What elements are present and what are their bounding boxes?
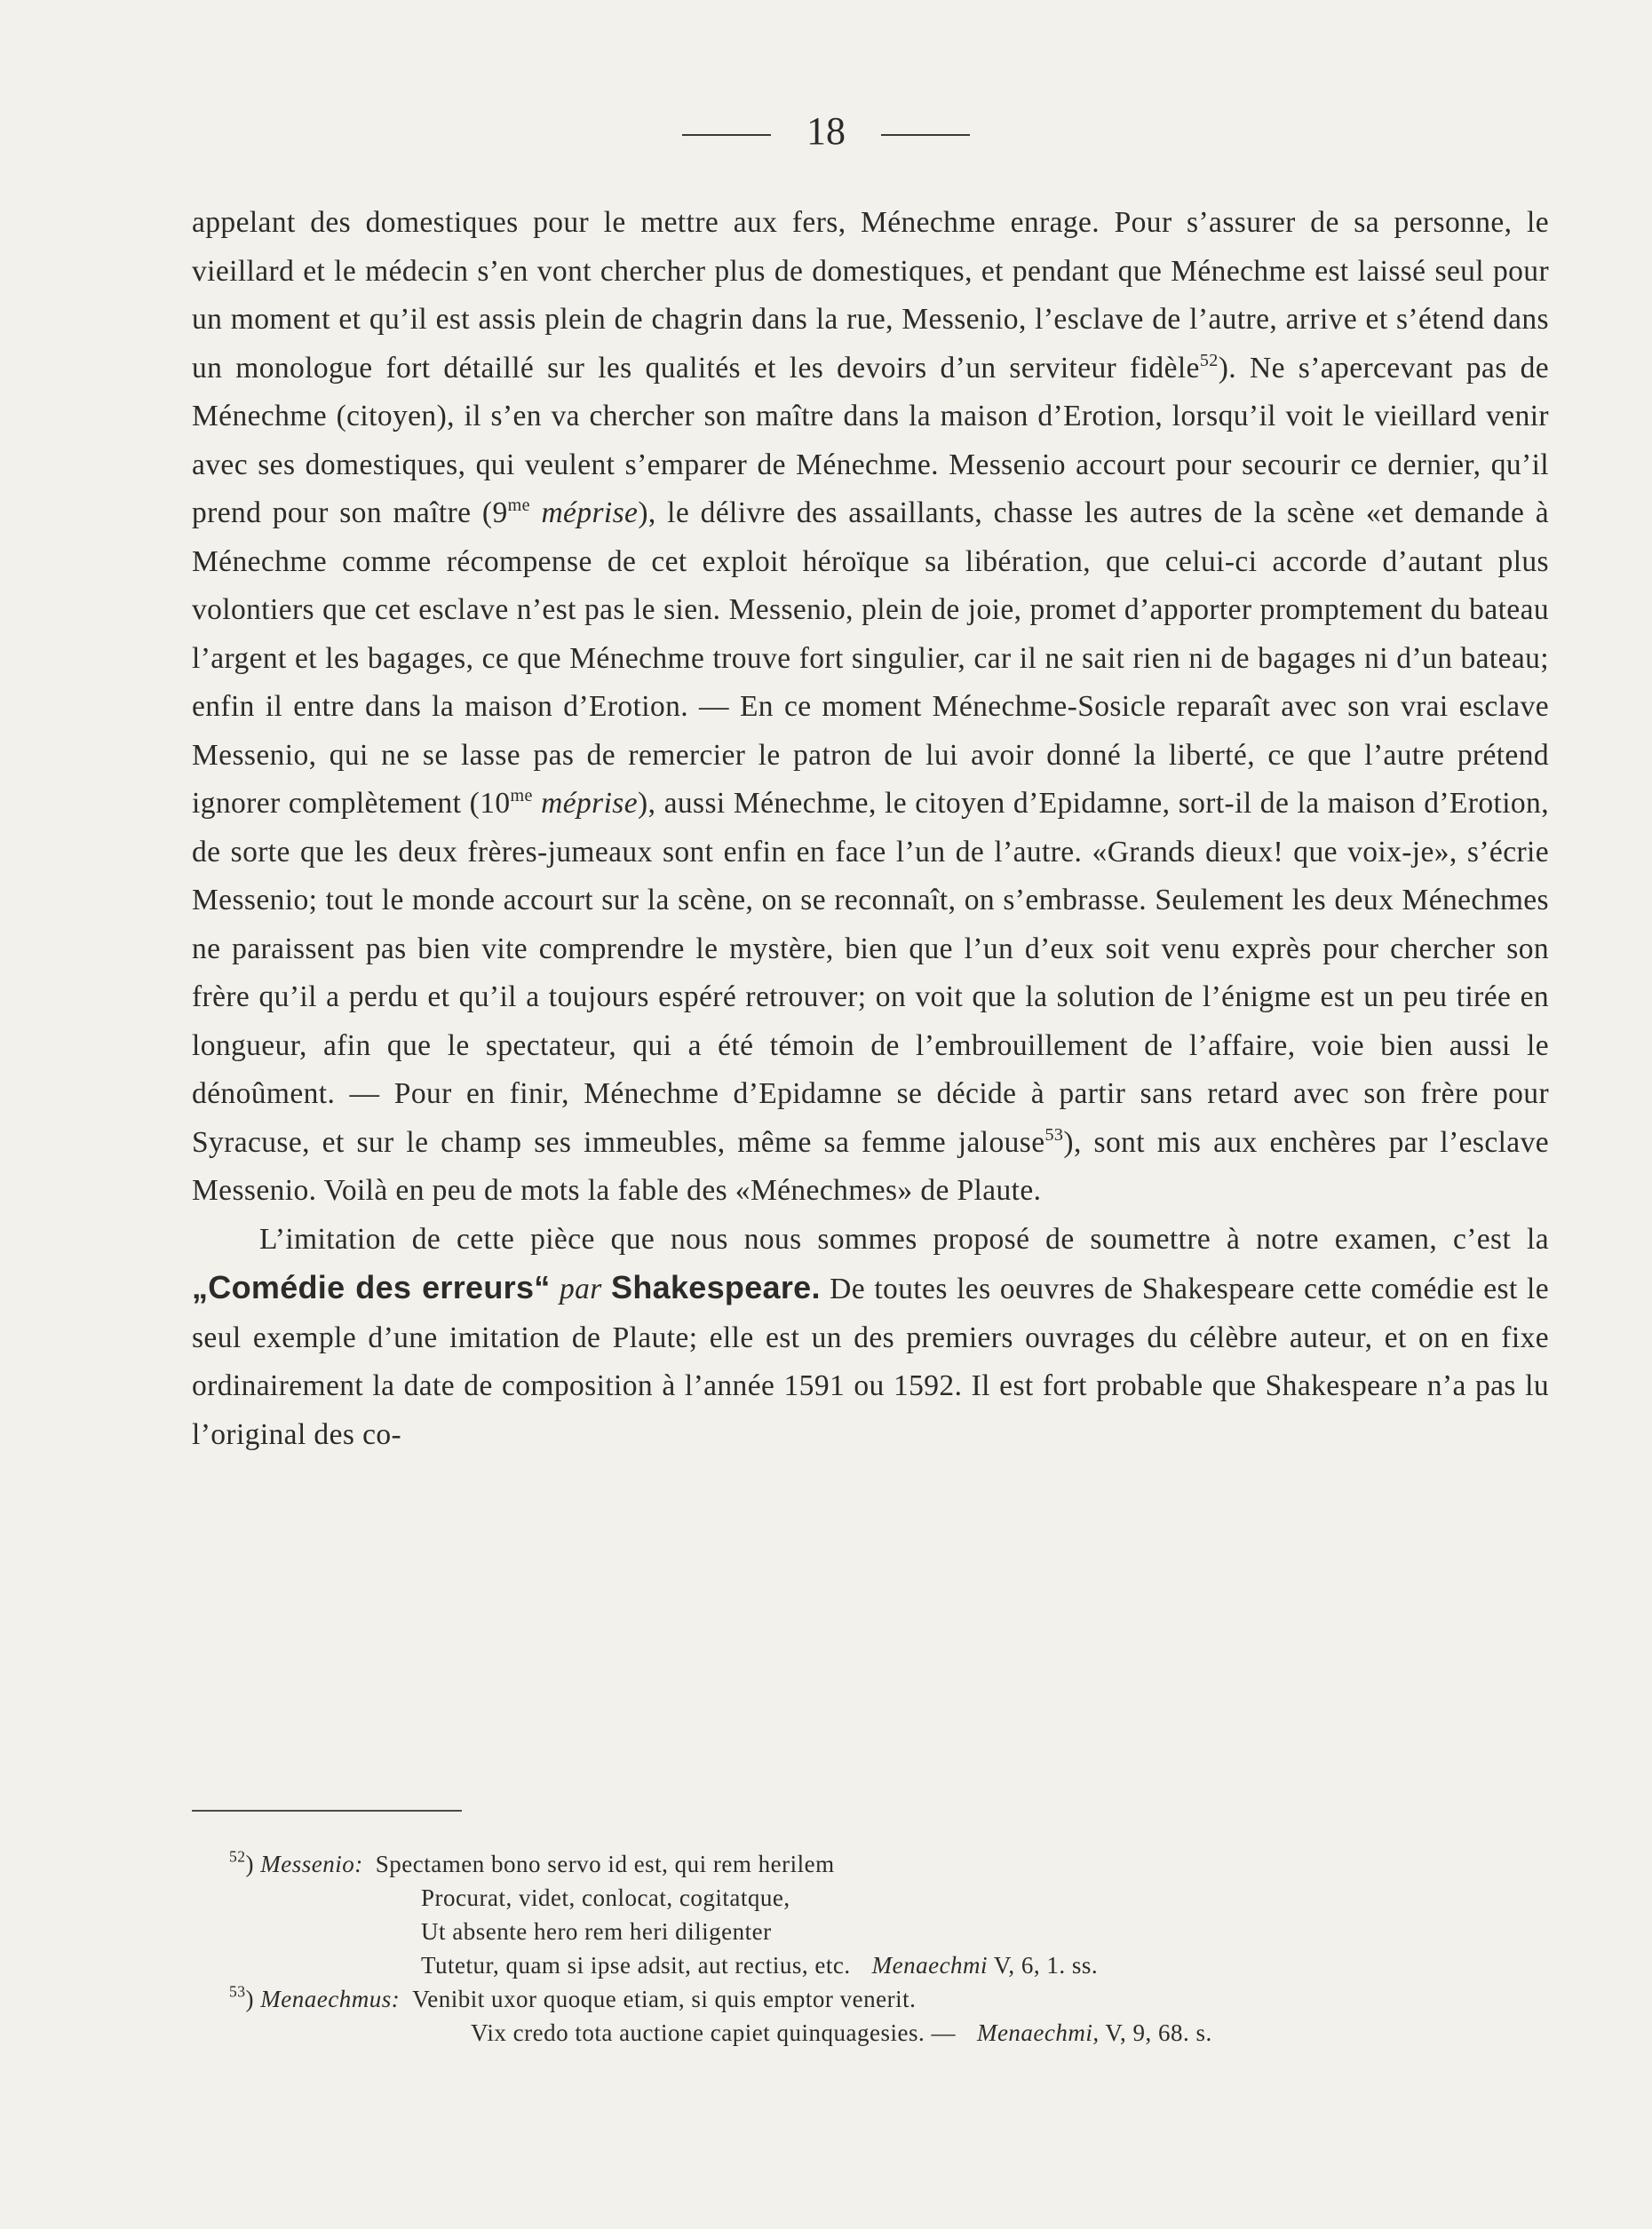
paragraph-2-text-1: L’imitation de cette pièce que nous nous sommes proposé de soumettre à notre examen, c’est la <box>259 1222 1549 1256</box>
paragraph-1 <box>192 199 1549 1216</box>
meprise-italic-10: méprise <box>541 787 639 820</box>
footnote-ref-52: 52 <box>1199 350 1219 370</box>
header-dash-left <box>682 134 771 136</box>
footnote-53-line-1 <box>229 1982 1561 2016</box>
footnote-52-speaker: Messenio: <box>260 1851 363 1877</box>
par-italic: par <box>559 1273 602 1305</box>
paragraph-1-text-3: ), le délivre des assaillants, chasse les autres de la scène «et demande à Ménechme comme récompense de cet exploit héroïque sa libération, que celui-ci accorde d’autant plus volontiers que cet esclave n’est pas le sien. Messenio, plein de joie, promet d’apporter promptement du bateau l’argent et les bagages, ce que Ménechme trouve fort singulier, car il ne sait rien ni de bagages ni d’un bateau; enfin il entre dans la maison d’Erotion. — En ce moment Ménechme-Sosicle reparaît avec son vrai esclave Messenio, qui ne se lasse pas de remercier le patron de lui avoir donné la liberté, ce que l’autre prétend ignorer complètement (10 <box>192 496 1549 820</box>
meprise-italic-9: méprise <box>541 496 639 529</box>
footnotes <box>229 1847 1561 2050</box>
footnote-52-verse-1: Spectamen bono servo id est, qui rem herilem <box>375 1851 835 1877</box>
footnote-52-number: $^{52}$) <box>229 1847 255 1877</box>
paragraph-1-text-2: ). Ne s’apercevant pas de Ménechme (citoyen), il s’en va chercher son maître dans la maison d’Erotion, lorsqu’il voit le vieillard venir avec ses domestiques, qui veulent s’emparer de Ménechme. Messenio accourt pour secourir ce dernier, qu’il prend pour son maître (9 <box>192 351 1549 529</box>
footnote-ref-53: 53 <box>1044 1124 1064 1145</box>
body-text <box>192 199 1549 1459</box>
paragraph-1-text-5: ), sont mis aux enchères par l’esclave Messenio. Voilà en peu de mots la fable des «Ménechmes» de Plaute. <box>192 1125 1549 1207</box>
footnote-rule <box>192 1810 462 1812</box>
paragraph-2-text-2: De toutes les oeuvres de Shakespeare cette comédie est le seul exemple d’une imitation de Plaute; elle est un des premiers ouvrages du célèbre auteur, et on en fixe ordinairement la date de composition à l’année 1591 ou 1592. Il est fort probable que Shakespeare n’a pas lu l’original des co- <box>192 1273 1549 1451</box>
page-header <box>0 105 1652 158</box>
footnote-52-line-4: Tutetur, quam si ipse adsit, aut rectius, etc. Menaechmi V, 6, 1. ss. <box>421 1952 1099 1979</box>
ordinal-suffix-9: me <box>507 495 530 515</box>
footnote-52-reference: Menaechmi <box>871 1952 989 1979</box>
play-title: „Comédie des erreurs“ <box>192 1269 551 1305</box>
footnote-53-reference-location: V, 9, 68. s. <box>1105 2019 1212 2046</box>
footnote-52-reference-location: V, 6, 1. ss. <box>993 1952 1099 1979</box>
header-dash-right <box>881 134 970 136</box>
paragraph-1-text-1: appelant des domestiques pour le mettre aux fers, Ménechme enrage. Pour s’assurer de sa personne, le vieillard et le médecin s’en vont chercher plus de domestiques, et pendant que Ménechme est laissé seul pour un moment et qu’il est assis plein de chagrin dans la rue, Messenio, l’esclave de l’autre, arrive et s’étend dans un monologue fort détaillé sur les qualités et les devoirs d’un serviteur fidèle <box>192 206 1549 385</box>
ordinal-suffix-10: me <box>510 785 533 805</box>
author-name: Shakespeare. <box>611 1269 821 1305</box>
footnote-53-verse-1: Venibit uxor quoque etiam, si quis emptor venerit. <box>412 1986 917 2012</box>
paragraph-2 <box>192 1216 1549 1460</box>
footnote-53-line-2: Vix credo tota auctione capiet quinquagesies. — Menaechmi, V, 9, 68. s. <box>471 2019 1212 2046</box>
footnote-53-number: $^{53}$) <box>229 1982 255 2012</box>
page-number: 18 <box>806 109 846 153</box>
paragraph-1-text-4: ), aussi Ménechme, le citoyen d’Epidamne, sort-il de la maison d’Erotion, de sorte que les deux frères-jumeaux sont enfin en face l’un de l’autre. «Grands dieux! que voix-je», s’écrie Messenio; tout le monde accourt sur la scène, on se reconnaît, on s’embrasse. Seulement les deux Ménechmes ne paraissent pas bien vite comprendre le mystère, bien que l’un d’eux soit venu exprès pour chercher son frère qu’il a perdu et qu’il a toujours espéré retrouver; on voit que la solution de l’énigme est un peu tirée en longueur, afin que le spectateur, qui a été témoin de l’embrouillement de l’affaire, voie bien aussi le dénoûment. — Pour en finir, Ménechme d’Epidamne se décide à partir sans retard avec son frère pour Syracuse, et sur le champ ses immeubles, même sa femme jalouse <box>192 787 1549 1159</box>
footnote-52-line-2: Procurat, videt, conlocat, cogitatque, <box>421 1884 790 1911</box>
footnote-53-reference: Menaechmi, <box>976 2019 1100 2046</box>
footnote-53-speaker: Menaechmus: <box>260 1986 401 2012</box>
footnote-52-line-1 <box>229 1847 1561 1881</box>
footnote-52-line-3: Ut absente hero rem heri diligenter <box>421 1918 772 1945</box>
